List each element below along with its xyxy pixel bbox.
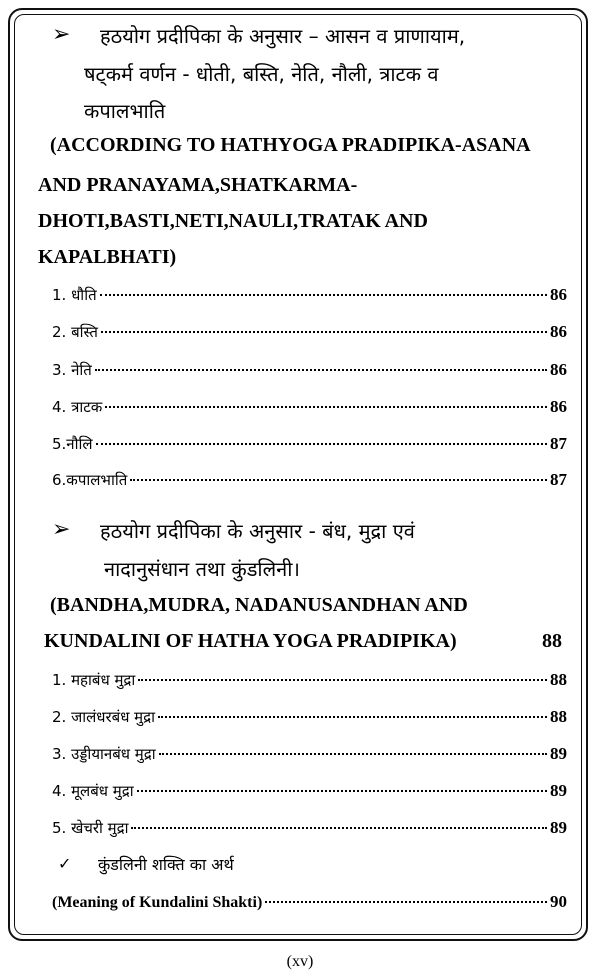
toc-entry[interactable] xyxy=(52,360,567,382)
toc-entry-page: 86 xyxy=(550,285,567,304)
toc-entry-page: 88 xyxy=(550,670,567,689)
section2-hindi-heading-line2: नादानुसंधान तथा कुंडलिनी। xyxy=(104,557,301,581)
toc-entry-page: 86 xyxy=(550,397,567,416)
toc-entry-page: 87 xyxy=(550,434,567,453)
toc-entry-label: 5. खेचरी मुद्रा xyxy=(52,819,129,837)
check-mark-icon: ✓ xyxy=(58,854,72,873)
toc-entry-page: 90 xyxy=(550,892,567,911)
toc-entry-page: 89 xyxy=(550,781,567,800)
toc-entry[interactable] xyxy=(52,397,567,419)
toc-entry[interactable] xyxy=(52,818,567,840)
dot-leader xyxy=(96,443,547,445)
toc-entry[interactable] xyxy=(52,781,567,803)
dot-leader xyxy=(158,716,547,718)
toc-entry[interactable] xyxy=(52,285,567,307)
toc-entry[interactable] xyxy=(52,670,567,692)
dot-leader xyxy=(138,679,547,681)
toc-entry-label: 5.नौलि xyxy=(52,435,93,453)
section2-hindi-heading-line1: हठयोग प्रदीपिका के अनुसार - बंध, मुद्रा एवं xyxy=(100,519,415,543)
toc-entry-label: 2. जालंधरबंध मुद्रा xyxy=(52,708,156,726)
toc-entry-label: 4. त्राटक xyxy=(52,398,103,416)
toc-entry[interactable] xyxy=(52,707,567,729)
toc-entry-page: 87 xyxy=(550,470,567,489)
toc-entry-meaning[interactable] xyxy=(52,892,567,914)
toc-entry-label: 3. नेति xyxy=(52,361,92,379)
toc-entry-label: 6.कपालभाति xyxy=(52,471,128,489)
toc-entry[interactable] xyxy=(52,434,567,456)
toc-entry[interactable] xyxy=(52,470,567,492)
dot-leader xyxy=(159,753,547,755)
dot-leader xyxy=(100,294,547,296)
section2-english-heading-page: 88 xyxy=(542,630,562,652)
toc-entry[interactable] xyxy=(52,322,567,344)
dot-leader xyxy=(101,331,547,333)
toc-entry-page: 89 xyxy=(550,818,567,837)
section2-english-heading-line2: KUNDALINI OF HATHA YOGA PRADIPIKA) xyxy=(44,630,457,652)
section1-hindi-heading-line2: षट्कर्म वर्णन - धोती, बस्ति, नेति, नौली, त्राटक व xyxy=(84,62,439,86)
toc-entry-page: 86 xyxy=(550,360,567,379)
toc-entry-page: 86 xyxy=(550,322,567,341)
toc-entry-label: 1. महाबंध मुद्रा xyxy=(52,671,136,689)
section1-english-heading-line1: (ACCORDING TO HATHYOGA PRADIPIKA-ASANA xyxy=(50,134,531,156)
dot-leader xyxy=(137,790,547,792)
dot-leader xyxy=(95,369,547,371)
dot-leader xyxy=(130,479,547,481)
section1-hindi-heading-line3: कपालभाति xyxy=(84,99,166,123)
toc-entry-label: 2. बस्ति xyxy=(52,323,98,341)
section1-hindi-heading-line1: हठयोग प्रदीपिका के अनुसार – आसन व प्राणायाम, xyxy=(100,24,466,48)
dot-leader xyxy=(265,901,547,903)
toc-entry-page: 89 xyxy=(550,744,567,763)
section1-english-heading-line2: AND PRANAYAMA,SHATKARMA- xyxy=(38,174,358,196)
arrow-bullet-icon: ➢ xyxy=(52,22,71,47)
dot-leader xyxy=(105,406,547,408)
section1-english-heading-line3: DHOTI,BASTI,NETI,NAULI,TRATAK AND xyxy=(38,210,428,232)
toc-entry[interactable] xyxy=(52,744,567,766)
toc-entry-label: (Meaning of Kundalini Shakti) xyxy=(52,894,263,911)
arrow-bullet-icon: ➢ xyxy=(52,517,71,542)
section2-english-heading-line1: (BANDHA,MUDRA, NADANUSANDHAN AND xyxy=(50,594,468,616)
kundalini-shakti-heading: कुंडलिनी शक्ति का अर्थ xyxy=(98,855,234,874)
toc-entry-label: 3. उड्डीयानबंध मुद्रा xyxy=(52,745,156,763)
toc-entry-label: 1. धौति xyxy=(52,286,97,304)
section1-english-heading-line4: KAPALBHATI) xyxy=(38,246,177,268)
toc-entry-label: 4. मूलबंध मुद्रा xyxy=(52,782,134,800)
dot-leader xyxy=(131,827,547,829)
page-number: (xv) xyxy=(286,953,314,970)
toc-entry-page: 88 xyxy=(550,707,567,726)
